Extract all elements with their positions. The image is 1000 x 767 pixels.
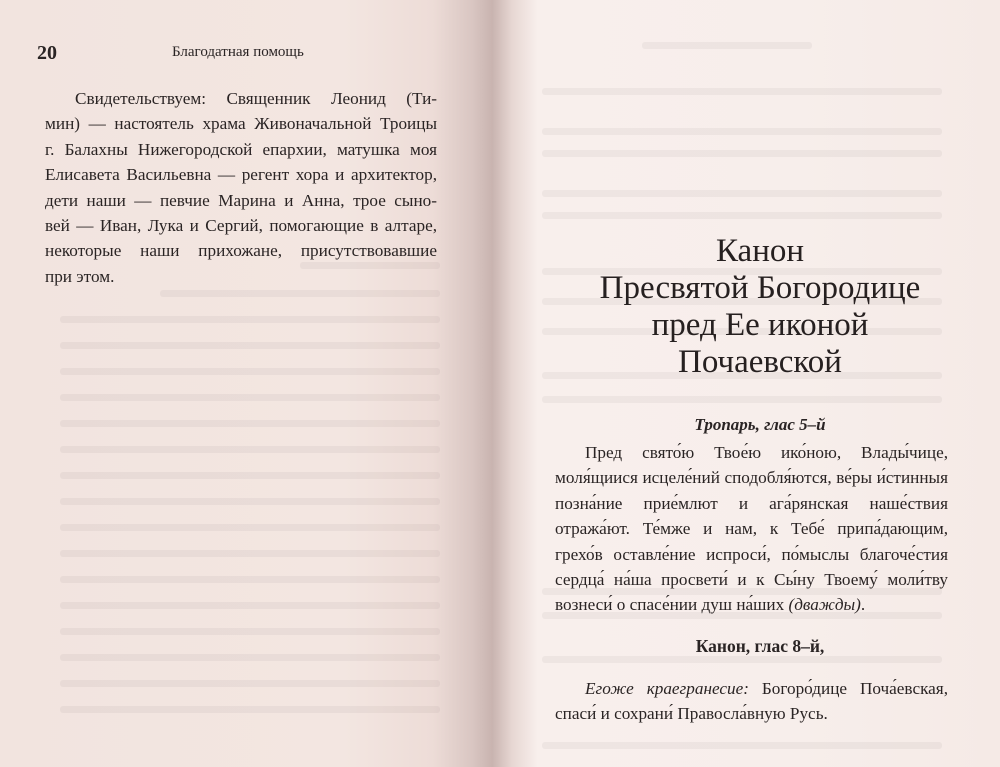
body-line: мин) — настоятель храма Живоначальной Троицы (45, 114, 437, 134)
troparion-end: . (860, 595, 866, 615)
canon-title (545, 233, 975, 381)
body-line: при этом. (45, 266, 115, 286)
troparion-body: Пред свято́ю Твое́ю ико́ною, Влады́чице, моля́щиися исцеле́ний сподобля́ются, ве́ры и́стинныя позна́ние прие́млют и ага́рянская наше́ствия отража́ют. Те́мже и нам, к Тебе́ припа́дающим, грехо́в оставле́ние испроси́, по́мыслы благоче́стия сердца́ на́ша просвети́ и к Сы́ну Твоему́ моли́тву вознеси́ о спасе́нии душ на́ших (555, 443, 948, 615)
body-line: дети наши — певчие Марина и Анна, трое сыно- (45, 190, 437, 210)
troparion-paragraph (555, 440, 948, 618)
title-line: Пресвятой Богородице (599, 270, 921, 306)
canon-heading: Канон, глас 8–й, (695, 636, 825, 656)
acrostic-paragraph (555, 676, 948, 727)
body-line: Елисавета Васильевна — регент хора и архитектор, (45, 165, 437, 185)
acrostic-label: Егоже краегранесие: (585, 679, 749, 698)
title-line: пред Ее иконой (651, 307, 869, 343)
body-line: Свидетельствуем: Священник Леонид (Ти- (75, 89, 437, 108)
title-line: Канон (715, 233, 805, 269)
testimony-paragraph (45, 86, 437, 289)
repeat-note: (дважды) (788, 595, 861, 615)
left-page (0, 0, 492, 767)
running-head (37, 42, 462, 66)
body-line: некоторые наши прихожане, присутствовавшие (45, 241, 437, 261)
troparion-heading: Тропарь, глас 5–й (694, 415, 826, 434)
body-line: г. Балахны Нижегородской епархии, матушка моя (45, 139, 437, 159)
troparion-text (555, 440, 948, 618)
body-line: вей — Иван, Лука и Сергий, помогающие в алтаре, (45, 216, 437, 236)
page-number: 20 (37, 42, 57, 64)
acrostic-line (555, 676, 948, 727)
title-line: Почаевской (678, 344, 842, 380)
running-title: Благодатная помощь (172, 44, 304, 60)
acrostic-text: Богоро́дице Поча́евская, спаси́ и сохрани́ Правосла́вную Русь. (555, 679, 948, 724)
